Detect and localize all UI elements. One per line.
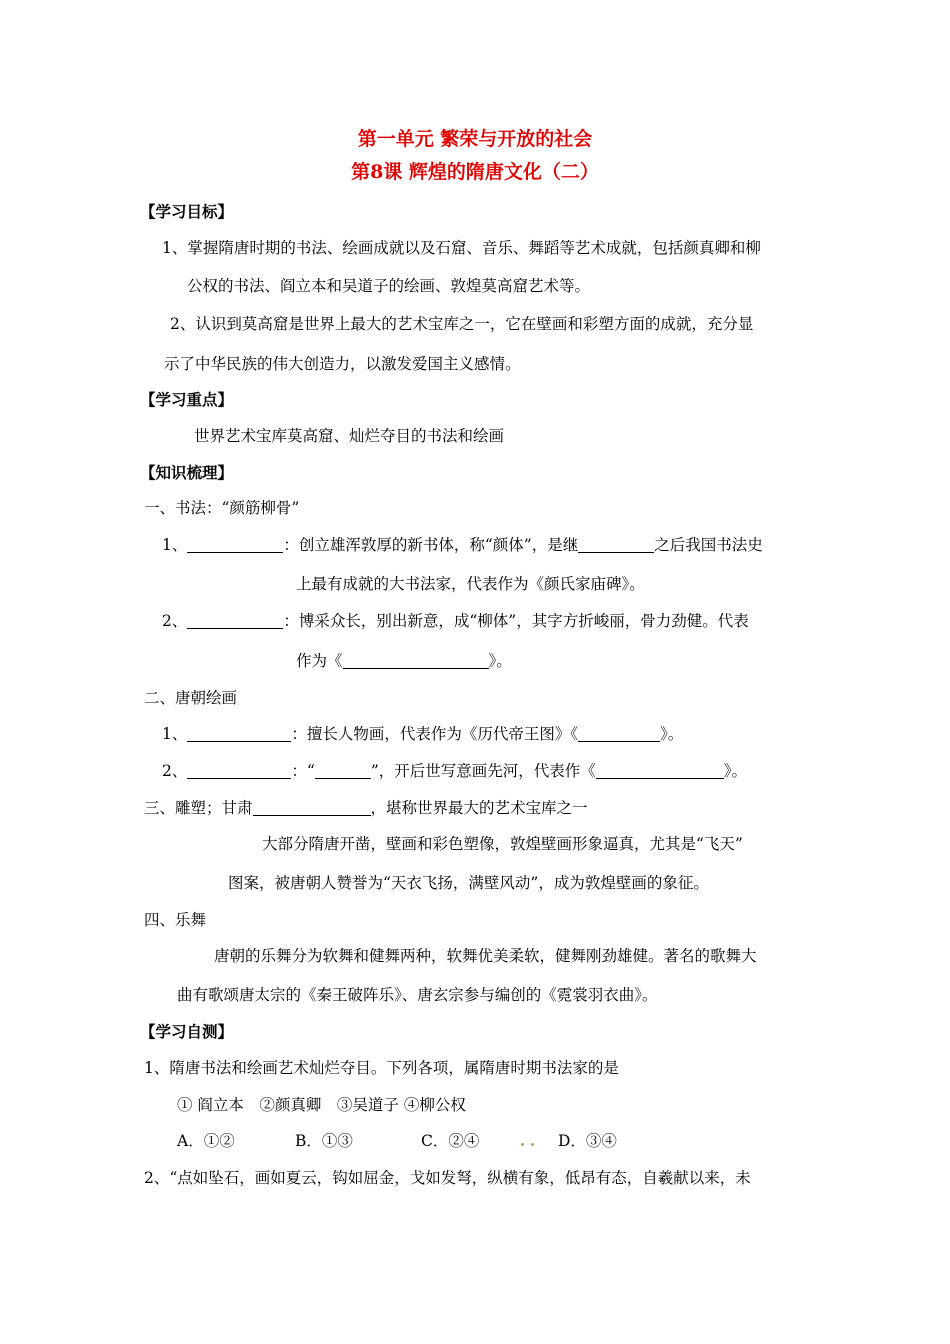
option-d[interactable]: D．③④ [558,1132,617,1150]
item-text: ：“ [291,762,315,780]
blank-field[interactable] [187,762,291,779]
calligraphy-item-2 [162,611,749,631]
question-2: 2、“点如坠石，画如夏云，钩如屈金，戈如发弩，纵横有象，低昂有态，自羲献以来，未 [144,1169,751,1187]
item-text: 》。 [488,652,512,670]
music-dance-paragraph-line-2: 曲有歌颂唐太宗的《秦王破阵乐》、唐玄宗参与编创的《霓裳羽衣曲》。 [177,986,658,1004]
item-text: ：创立雄浑敦厚的新书体，称“颜体”，是继 [283,536,579,554]
item-text: ：博采众长，别出新意，成“柳体”，其字方折峻丽，骨力劲健。代表 [283,612,749,630]
option-b[interactable]: B．①③ [295,1132,353,1150]
item-text: ”，开后世写意画先河，代表作《 [370,762,596,780]
item-text: 三、雕塑；甘肃 [144,799,253,817]
lesson-title: 第8课 辉煌的隋唐文化（二） [351,161,599,183]
knowledge-heading: 【知识梳理】 [140,463,234,482]
item-text: 》。 [660,725,684,743]
calligraphy-item-1 [162,535,763,555]
option-c[interactable]: C．②④ [421,1132,480,1150]
objective-2-line-1: 2、认识到莫高窟是世界上最大的艺术宝库之一，它在壁画和彩塑方面的成就，充分显 [170,315,754,333]
section-painting-title: 二、唐朝绘画 [144,689,238,707]
music-dance-paragraph-line-1: 唐朝的乐舞分为软舞和健舞两种，软舞优美柔软，健舞刚劲雄健。著名的歌舞大 [214,947,757,965]
sculpture-paragraph-line-1: 大部分隋唐开凿，壁画和彩色塑像，敦煌壁画形象逼真，尤其是“飞天” [262,835,743,853]
item-number: 2、 [162,762,188,780]
calligraphy-item-1-line-2: 上最有成就的大书法家，代表作为《颜氏家庙碑》。 [296,575,645,593]
selftest-heading: 【学习自测】 [140,1022,234,1041]
unit-title: 第一单元 繁荣与开放的社会 [357,128,593,150]
question-1-items: ① 阎立本 ②颜真卿 ③吴道子 ④柳公权 [177,1096,466,1114]
question-1: 1、隋唐书法和绘画艺术灿烂夺目。下列各项，属隋唐时期书法家的是 [144,1059,619,1077]
decorative-dots [520,1131,535,1151]
blank-field[interactable] [343,652,489,669]
focus-heading: 【学习重点】 [140,390,234,409]
item-text: ，堪称世界最大的艺术宝库之一 [370,799,588,817]
blank-field[interactable] [253,799,371,816]
blank-field[interactable] [578,536,654,553]
item-number: 2、 [162,612,188,630]
objective-1-line-2: 公权的书法、阎立本和吴道子的绘画、敦煌莫高窟艺术等。 [187,277,591,295]
item-text: 》。 [723,762,748,780]
section-sculpture-title [144,798,588,818]
blank-field[interactable] [596,762,724,779]
section-calligraphy-title: 一、书法：“颜筋柳骨” [144,499,300,517]
objectives-heading: 【学习目标】 [140,202,234,221]
option-a[interactable]: A．①② [177,1132,235,1150]
item-number: 1、 [162,536,188,554]
section-music-dance-title: 四、乐舞 [144,911,207,929]
item-text: 作为《 [296,652,343,670]
blank-field[interactable] [578,725,660,742]
blank-field[interactable] [187,612,283,629]
objective-2-line-2: 示了中华民族的伟大创造力，以激发爱国主义感情。 [164,355,521,373]
calligraphy-item-2-line-2 [296,651,512,671]
sculpture-paragraph-line-2: 图案，被唐朝人赞誉为“天衣飞扬，满壁风动”，成为敦煌壁画的象征。 [228,874,709,892]
blank-field[interactable] [187,725,291,742]
item-text: 之后我国书法史 [654,536,763,554]
objective-1-line-1: 1、掌握隋唐时期的书法、绘画成就以及石窟、音乐、舞蹈等艺术成就，包括颜真卿和柳 [162,239,761,257]
blank-field[interactable] [315,762,371,779]
item-text: ：擅长人物画，代表作为《历代帝王图》《 [291,725,579,743]
focus-text: 世界艺术宝库莫高窟、灿烂夺目的书法和绘画 [194,427,505,445]
painting-item-2 [162,761,747,781]
blank-field[interactable] [187,536,283,553]
painting-item-1 [162,724,683,744]
item-number: 1、 [162,725,188,743]
